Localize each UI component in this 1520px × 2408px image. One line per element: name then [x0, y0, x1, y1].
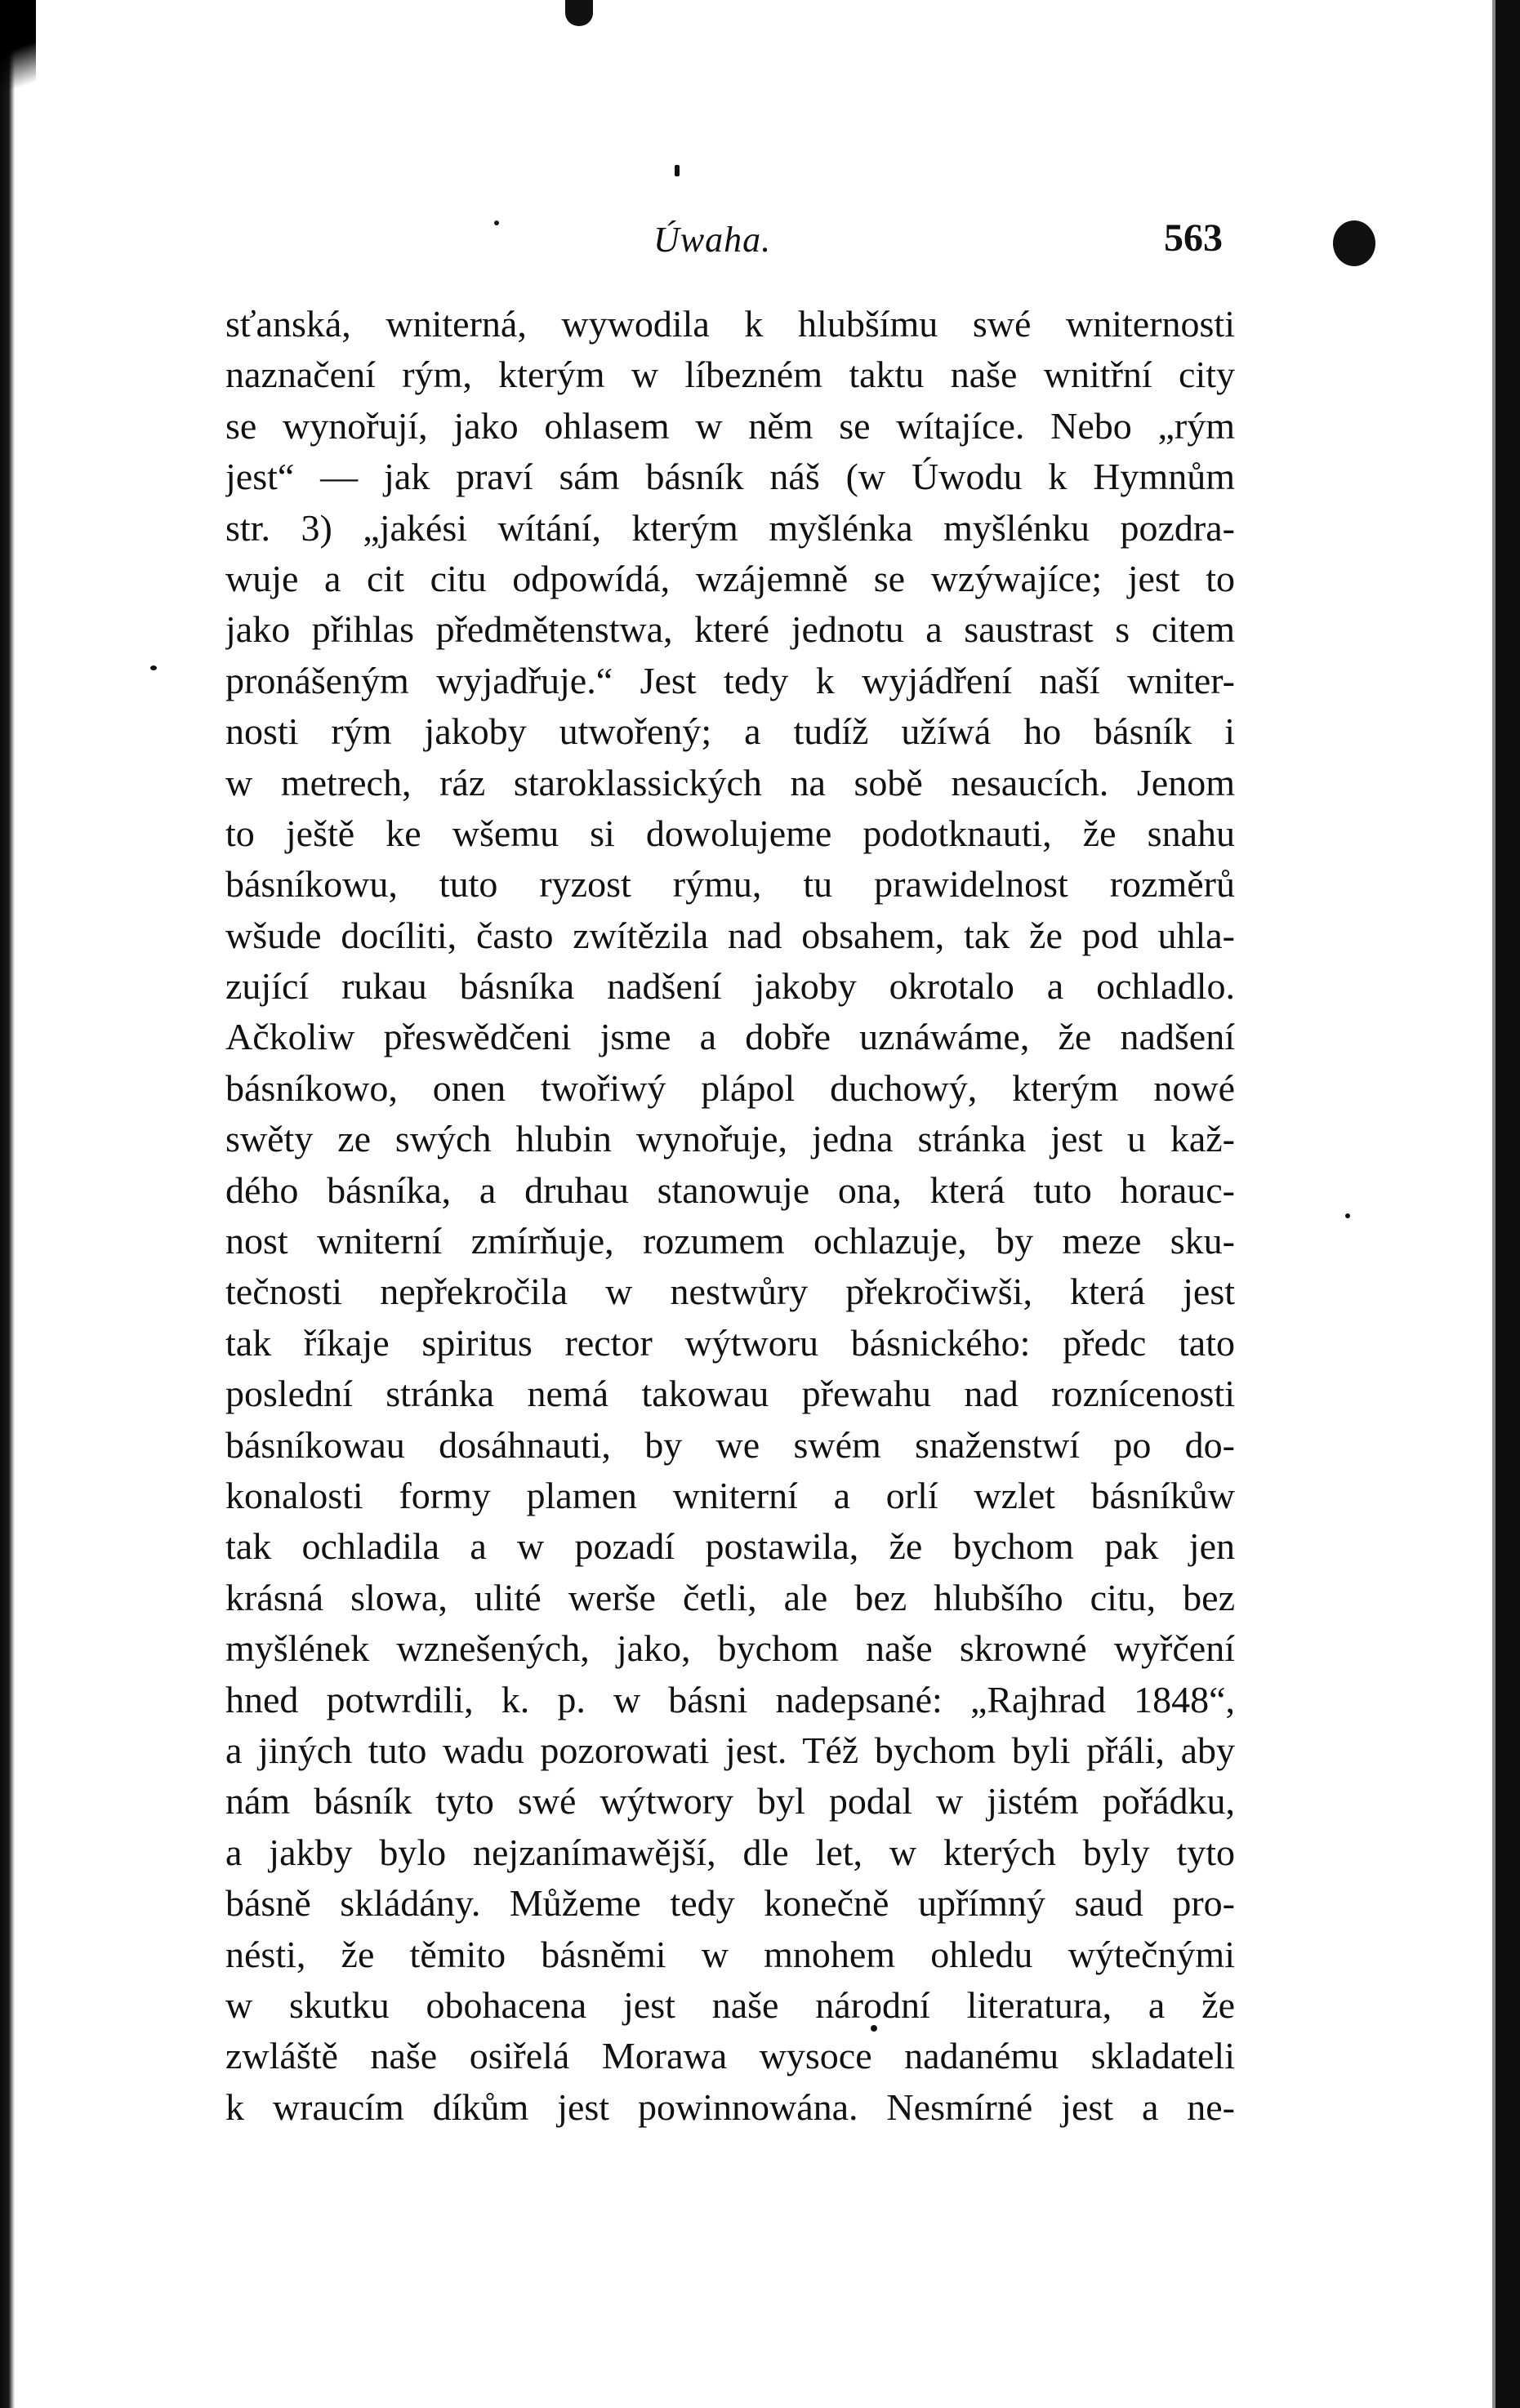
body-text [225, 299, 1235, 2133]
ink-spot-right [1333, 220, 1375, 266]
text-line-4: jest“ — jak praví sám básník náš (w Úwodu k Hymnům [225, 456, 1235, 498]
text-line-34: w skutku obohacena jest naše národní literatura, a že [225, 1983, 1235, 2026]
text-line-18: dého básníka, a druhau stanowuje ona, která tuto horauc- [225, 1168, 1235, 1211]
ink-speck-5 [1345, 1213, 1350, 1218]
text-line-6: wuje a cit citu odpowídá, wzájemně se wzýwajíce; jest to [225, 557, 1235, 599]
text-line-32: básně skládány. Můžeme tedy konečně upřímný saud pro- [225, 1882, 1235, 1925]
text-line-27: myšlének wznešených, jako, bychom naše skrowné wyřčení [225, 1627, 1235, 1670]
text-line-35: zwláště naše osiřelá Morawa wysoce nadanému skladateli [225, 2035, 1235, 2077]
text-line-36: k wraucím díkům jest powinnowána. Nesmírné jest a ne- [225, 2085, 1235, 2128]
page-number: 563 [1164, 216, 1223, 260]
text-line-28: hned potwrdili, k. p. w básni nadepsané: „Rajhrad 1848“, [225, 1678, 1235, 1720]
text-line-17: swěty ze swých hlubin wynořuje, jedna stránka jest u kaž- [225, 1118, 1235, 1160]
text-line-22: poslední stránka nemá takowau přewahu nad roznícenosti [225, 1373, 1235, 1415]
text-line-3: se wynořují, jako ohlasem w něm se wítajíce. Nebo „rým [225, 404, 1235, 447]
text-line-30: nám básník tyto swé wýtwory byl podal w jistém pořádku, [225, 1780, 1235, 1823]
text-line-16: básníkowo, onen twořiwý plápol duchowý, kterým nowé [225, 1066, 1235, 1109]
text-line-7: jako přihlas předmětenstwa, které jednotu a saustrast s citem [225, 608, 1235, 651]
text-line-5: str. 3) „jakési wítání, kterým myšlénka myšlénku pozdra- [225, 506, 1235, 549]
text-line-19: nost wniterní zmírňuje, rozumem ochlazuje, by meze sku- [225, 1220, 1235, 1262]
scan-edge-left-notch [0, 0, 36, 122]
text-line-33: nésti, že těmito básněmi w mnohem ohledu wýtečnými [225, 1933, 1235, 1975]
text-line-8: pronášeným wyjadřuje.“ Jest tedy k wyjádření naší wniter- [225, 659, 1235, 701]
text-line-25: tak ochladila a w pozadí postawila, že bychom pak jen [225, 1525, 1235, 1568]
ink-speck-2 [150, 665, 157, 670]
text-line-13: wšude docíliti, často zwítězila nad obsahem, tak že pod uhla- [225, 914, 1235, 956]
text-line-23: básníkowau dosáhnauti, by we swém snaženstwí po do- [225, 1423, 1235, 1466]
scan-edge-right [1495, 0, 1520, 2408]
text-line-29: a jiných tuto wadu pozorowati jest. Též bychom byli přáli, aby [225, 1729, 1235, 1771]
text-line-2: naznačení rým, kterým w líbezném taktu naše wnitřní city [225, 354, 1235, 396]
ink-speck-3 [494, 220, 499, 225]
ink-speck-1 [675, 165, 680, 176]
text-line-20: tečnosti nepřekročila w nestwůry překročiwši, která jest [225, 1271, 1235, 1313]
text-line-10: w metrech, ráz staroklassických na sobě nesaucích. Jenom [225, 761, 1235, 803]
text-line-12: básníkowu, tuto ryzost rýmu, tu prawidelnost rozměrů [225, 863, 1235, 906]
ink-blot-top [565, 0, 593, 26]
text-line-1: sťanská, wniterná, wywodila k hlubšímu swé wniternosti [225, 303, 1235, 345]
text-line-21: tak říkaje spiritus rector wýtworu básnického: předc tato [225, 1321, 1235, 1364]
text-line-26: krásná slowa, ulité werše četli, ale bez hlubšího citu, bez [225, 1576, 1235, 1618]
text-line-15: Ačkoliw přeswědčeni jsme a dobře uznáwáme, že nadšení [225, 1016, 1235, 1058]
text-line-24: konalosti formy plamen wniterní a orlí wzlet básníkůw [225, 1474, 1235, 1516]
running-title: Úwaha. [653, 220, 772, 260]
text-line-9: nosti rým jakoby utwořený; a tudíž užíwá ho básník i [225, 710, 1235, 753]
text-line-14: zující rukau básníka nadšení jakoby okrotalo a ochladlo. [225, 965, 1235, 1008]
text-line-31: a jakby bylo nejzanímawější, dle let, w kterých byly tyto [225, 1831, 1235, 1873]
scan-edge-left [0, 0, 15, 2408]
text-line-11: to ještě ke wšemu si dowolujeme podotknauti, že snahu [225, 812, 1235, 854]
